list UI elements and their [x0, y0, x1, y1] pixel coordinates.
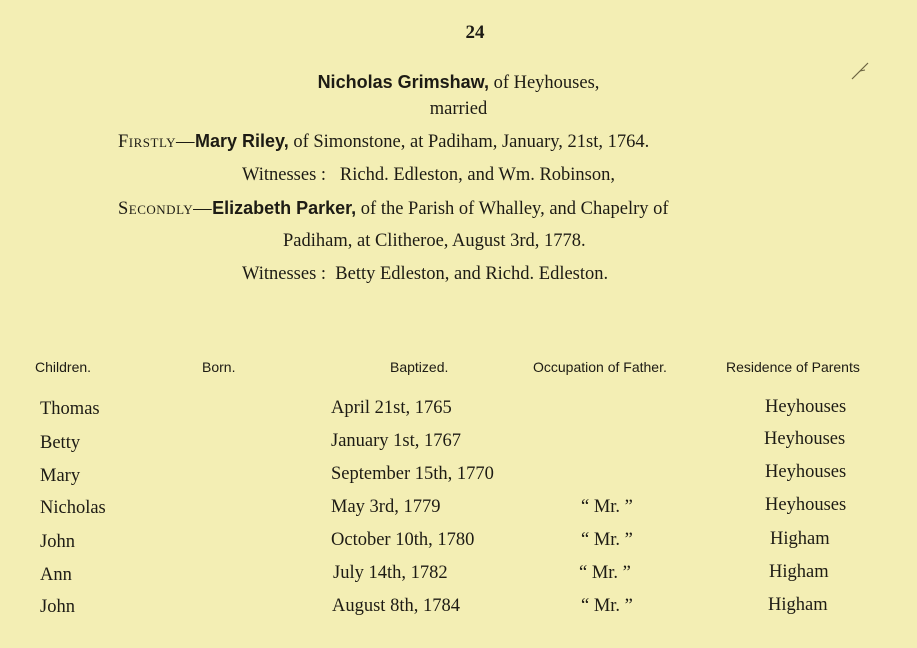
row-baptized: October 10th, 1780 — [331, 530, 475, 550]
row-residence: Heyhouses — [764, 429, 846, 449]
row-baptized: May 3rd, 1779 — [331, 497, 441, 517]
row-baptized: July 14th, 1782 — [333, 563, 448, 583]
second-witnesses-label: Witnesses : — [242, 264, 327, 284]
row-baptized: January 1st, 1767 — [331, 431, 461, 451]
header-occupation: Occupation of Father. — [533, 359, 667, 375]
row-occupation: “ Mr. ” — [581, 596, 633, 616]
first-marriage-line — [118, 131, 649, 153]
row-child: Nicholas — [40, 498, 106, 518]
header-children: Children. — [35, 359, 92, 375]
pencil-mark-icon — [848, 60, 872, 82]
row-baptized: September 15th, 1770 — [331, 464, 494, 484]
row-residence: Higham — [769, 562, 829, 582]
row-residence: Higham — [768, 595, 828, 615]
row-residence: Higham — [770, 529, 830, 549]
header-baptized: Baptized. — [390, 359, 449, 375]
header-born: Born. — [202, 359, 236, 375]
row-child: Mary — [40, 466, 81, 486]
second-marriage-line — [118, 198, 669, 220]
row-residence: Heyhouses — [765, 397, 847, 417]
row-occupation: “ Mr. ” — [581, 497, 633, 517]
first-witnesses: Richd. Edleston, and Wm. Robinson, — [339, 165, 616, 185]
row-child: John — [40, 532, 75, 552]
page-number: 24 — [465, 22, 485, 43]
row-residence: Heyhouses — [765, 462, 847, 482]
second-wife-name: Elizabeth Parker, — [212, 198, 357, 218]
row-child: Thomas — [40, 399, 100, 419]
first-marriage-details: of Simonstone, at Padiham, January, 21st, 1764. — [288, 132, 650, 152]
row-occupation: “ Mr. ” — [581, 530, 633, 550]
row-child: John — [40, 597, 75, 617]
row-child: Ann — [40, 565, 72, 585]
second-witnesses-line — [242, 264, 608, 285]
secondly-label: Secondly— — [118, 199, 213, 219]
row-residence: Heyhouses — [765, 495, 847, 515]
husband-residence: of Heyhouses, — [488, 73, 600, 93]
married-label: married — [429, 99, 488, 119]
first-witnesses-line — [242, 165, 615, 186]
second-marriage-details: of the Parish of Whalley, and Chapelry of — [356, 199, 669, 219]
second-marriage-line2: Padiham, at Clitheroe, August 3rd, 1778. — [283, 231, 586, 251]
second-witnesses: Betty Edleston, and Richd. Edleston. — [335, 264, 609, 284]
heading-line — [0, 72, 917, 94]
row-occupation: “ Mr. ” — [579, 563, 631, 583]
row-baptized: August 8th, 1784 — [332, 596, 460, 616]
row-baptized: April 21st, 1765 — [331, 398, 452, 418]
husband-name: Nicholas Grimshaw, — [317, 72, 489, 92]
row-child: Betty — [40, 433, 81, 453]
first-witnesses-label: Witnesses : — [242, 165, 327, 185]
header-residence: Residence of Parents — [726, 359, 860, 375]
first-wife-name: Mary Riley, — [195, 131, 289, 151]
firstly-label: Firstly— — [118, 132, 195, 152]
